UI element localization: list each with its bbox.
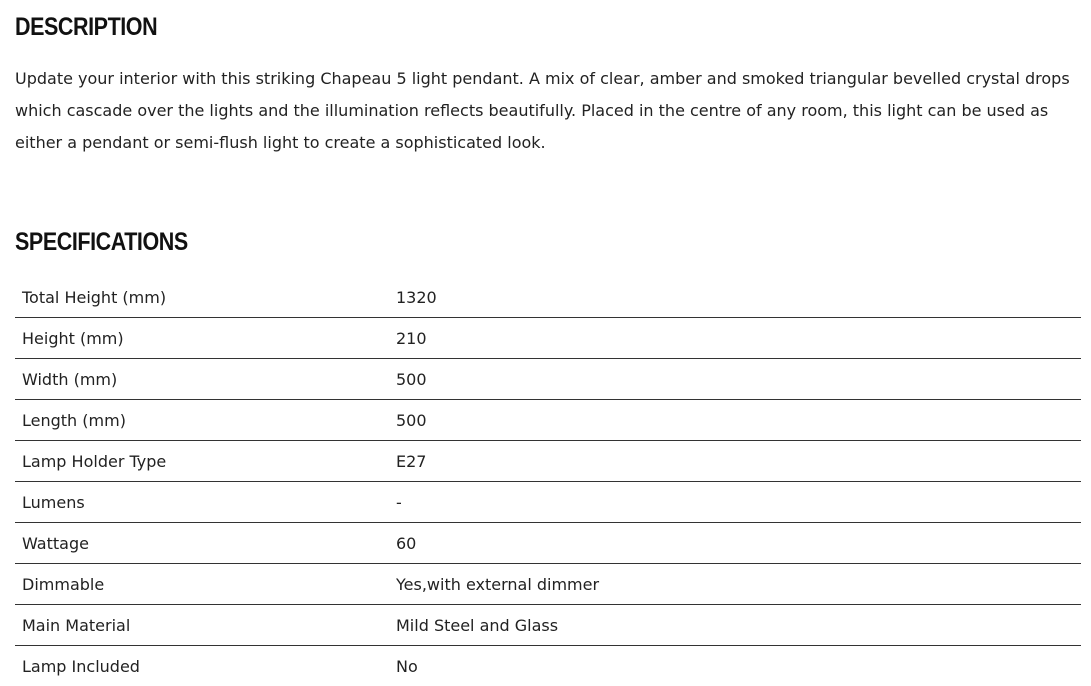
spec-row-dimmable	[15, 564, 1081, 605]
spec-label: Lamp Included	[15, 646, 389, 686]
specifications-heading: SPECIFICATIONS	[15, 227, 188, 257]
spec-row-height	[15, 318, 1081, 359]
spec-value: 210	[389, 318, 1081, 359]
spec-value: E27	[389, 441, 1081, 482]
spec-label: Length (mm)	[15, 400, 389, 441]
spec-row-length	[15, 400, 1081, 441]
spec-label: Main Material	[15, 605, 389, 646]
spec-label: Height (mm)	[15, 318, 389, 359]
spec-row-lumens	[15, 482, 1081, 523]
spec-row-lamp-included	[15, 646, 1081, 686]
spec-label: Dimmable	[15, 564, 389, 605]
spec-label: Wattage	[15, 523, 389, 564]
specifications-table	[15, 277, 1081, 686]
spec-row-total-height	[15, 277, 1081, 318]
spec-label: Width (mm)	[15, 359, 389, 400]
spec-row-main-material	[15, 605, 1081, 646]
spec-row-wattage	[15, 523, 1081, 564]
spec-value: 60	[389, 523, 1081, 564]
description-heading: DESCRIPTION	[15, 12, 157, 42]
spec-value: 1320	[389, 277, 1081, 318]
spec-label: Lumens	[15, 482, 389, 523]
description-text: Update your interior with this striking Chapeau 5 light pendant. A mix of clear, amber and smoked triangular bevelled crystal drops which cascade over the lights and the illumination reflects beautifully. Placed in the centre of any room, this light can be used as either a pendant or semi-flush light to create a sophisticated look.	[15, 63, 1081, 159]
spec-value: 500	[389, 400, 1081, 441]
spec-value: 500	[389, 359, 1081, 400]
spec-value: No	[389, 646, 1081, 686]
spec-row-lamp-holder-type	[15, 441, 1081, 482]
spec-label: Total Height (mm)	[15, 277, 389, 318]
spec-row-width	[15, 359, 1081, 400]
spec-label: Lamp Holder Type	[15, 441, 389, 482]
spec-value: -	[389, 482, 1081, 523]
spec-value: Mild Steel and Glass	[389, 605, 1081, 646]
spec-value: Yes,with external dimmer	[389, 564, 1081, 605]
